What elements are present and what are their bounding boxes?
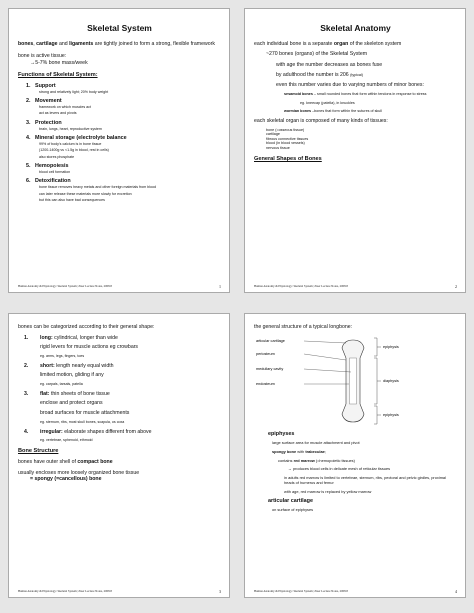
slide-footer: Human Anatomy & Physiology: Skeletal System; Ziser Lecture Notes, 2008.8 3 [18, 589, 221, 594]
yellow-marrow-text: with age, red marrow is replaced by yellow marrow [284, 488, 372, 494]
long-bone-example: eg. arms, legs, fingers, toes [40, 354, 85, 359]
function-item: 3. Protection [26, 119, 62, 126]
red-marrow-text: contains red marrow (=hemopoietic tissues) [278, 457, 355, 463]
fuse-text: with age the number decreases as bones fuse [276, 61, 383, 68]
page-number: 1 [219, 284, 221, 289]
varies-text: even this number varies due to varying numbers of minor bones: [276, 82, 424, 89]
label-articular-cartilage: articular cartilage [256, 339, 285, 344]
tissues-text: each skeletal organ is composed of many kinds of tissues: [254, 117, 388, 124]
short-bone-example: eg. carpals, tarsals, patella [40, 382, 83, 387]
page-number: 3 [219, 589, 221, 594]
shapes-heading: General Shapes of Bones [254, 156, 322, 163]
spongy-trabeculae: spongy bone with trabeculae; [272, 449, 326, 454]
longbone-intro: the general structure of a typical longbone: [254, 324, 353, 330]
slide-2-title: Skeletal Anatomy [320, 23, 391, 33]
flat-bone-desc-1: enclose and protect organs [40, 400, 103, 407]
encloses-text: usually encloses more loosely organized bone tissue [18, 469, 140, 476]
living-text: bone is active tissue: [18, 53, 67, 60]
function-item: 2. Movement [26, 98, 62, 105]
epiphyses-desc: large surface area for muscle attachment and pivot [272, 440, 360, 446]
slide-footer: Human Anatomy & Physiology: Skeletal System; Ziser Lecture Notes, 2008.8 1 [18, 284, 221, 289]
page-number: 4 [455, 589, 457, 594]
label-diaphysis: diaphysis [383, 379, 399, 384]
tissue-item: fibrous connective tissues [266, 136, 309, 141]
function-desc: can later release these materials more slowly for excretion [39, 191, 132, 196]
wormian-text: wormian bones –bones that form within the sutures of skull [284, 109, 382, 114]
functions-list [18, 83, 221, 202]
bone-count-text: ~270 bones (organs) of the Skeletal System [266, 51, 368, 58]
slide-footer: Human Anatomy & Physiology: Skeletal System; Ziser Lecture Notes, 2008.8 4 [254, 589, 457, 594]
intro-text: bones, cartilage and ligaments are tightly joined to form a strong, flexible framework [18, 41, 215, 47]
slide-2 [244, 8, 466, 293]
label-periosteum: periosteum [256, 352, 275, 357]
shape-intro: bones can be categorized according to their general shape: [18, 324, 155, 330]
label-endosteum: endosteum [256, 382, 275, 387]
short-bone-desc: limited motion, gliding if any [40, 372, 104, 379]
turnover-text: →5-7% bone mass/week [30, 59, 88, 66]
function-item: 1. Support [26, 82, 56, 89]
function-item: 5. Hemopoiesis [26, 162, 69, 169]
flat-bone-desc-2: broad surfaces for muscle attachments [40, 410, 130, 417]
function-desc: (1200-1400g vs <1.5g in blood, rest in cells) [39, 148, 109, 153]
long-bone-desc: rigid levers for muscle actions eg crowbars [40, 344, 139, 351]
slide-1-title: Skeletal System [87, 23, 152, 33]
slide-3 [8, 313, 230, 598]
longbone-diagram [254, 334, 457, 428]
function-desc: act as levers and pivots [39, 111, 77, 116]
function-desc: strong and relatively light; 20% body weight [39, 89, 109, 94]
function-desc: blood cell formation [39, 169, 71, 174]
structure-heading: Bone Structure [18, 448, 59, 455]
epiphyses-heading: epiphyses [268, 431, 295, 438]
function-desc: framework on which muscles act [39, 105, 91, 110]
function-desc: but this can also have bad consequences [39, 197, 105, 202]
organ-text: each individual bone is a separate organ of the skeleton system [254, 41, 402, 47]
compact-text: bones have outer shell of compact bone [18, 459, 113, 466]
sesamoid-text: sesamoid bones – small rounded bones that form within tendons in response to stress [284, 92, 427, 97]
tissue-item: cartilage [266, 132, 280, 137]
function-desc: 99% of body's calcium is in bone tissue [39, 142, 102, 147]
articular-heading: articular cartilage [268, 498, 313, 505]
irregular-bone-example: eg. vertebrae, sphenoid, ethmoid [40, 438, 93, 443]
slide-4 [244, 313, 466, 598]
adult-marrow-text: in adults red marrow is limited to vertebrae, sternum, ribs, pectoral and pelvic girdles, proximal heads of humerus and femur [284, 475, 446, 485]
label-epiphysis-bottom: epiphysis [383, 413, 399, 418]
articular-desc: on surface of epiphyses [272, 507, 314, 513]
tissue-item: bone (=osseous tissue) [266, 128, 305, 132]
function-desc: also stores phosphate [39, 154, 75, 159]
page-number: 2 [455, 284, 457, 289]
irregular-bone-item: 4. irregular: elaborate shapes different from above [24, 429, 152, 436]
tissue-item: blood (in blood vessels) [266, 141, 305, 146]
slide-footer: Human Anatomy & Physiology: Skeletal System; Ziser Lecture Notes, 2008.8 2 [254, 284, 457, 289]
functions-heading: Functions of Skeletal System: [18, 71, 98, 78]
produces-text: → produces blood cells in delicate mesh of reticular tissues [288, 466, 391, 472]
flat-bone-item: 3. flat: thin sheets of bone tissue [24, 391, 110, 398]
function-item: 6. Detoxification [26, 178, 71, 185]
spongy-text: = spongy (=cancellous) bone [30, 475, 102, 482]
tissue-list [266, 128, 457, 150]
long-bone-item: 1. long: cylindrical, longer than wide [24, 335, 118, 342]
function-desc: bone tissue removes heavy metals and other foreign materials from blood [39, 185, 157, 190]
short-bone-item: 2. short: length nearly equal width [24, 363, 114, 370]
function-item: 4. Mineral storage (electrolyte balance [26, 135, 127, 142]
slide-1 [8, 8, 230, 293]
label-epiphysis-top: epiphysis [383, 345, 399, 350]
tissue-item: nervous tissue [266, 145, 290, 150]
function-desc: brain, lungs, heart, reproductive system [39, 126, 102, 131]
flat-bone-example: eg. sternum, ribs, most skull bones, scapula, os coxa [40, 420, 125, 425]
sesamoid-example: eg. kneecap (patella), in knuckles [300, 100, 355, 105]
medullary-cavity-shape [350, 358, 357, 404]
adult-count-text: by adulthood the number is 206 (typical) [276, 71, 364, 78]
label-medullary-cavity: medullary cavity [256, 367, 284, 372]
